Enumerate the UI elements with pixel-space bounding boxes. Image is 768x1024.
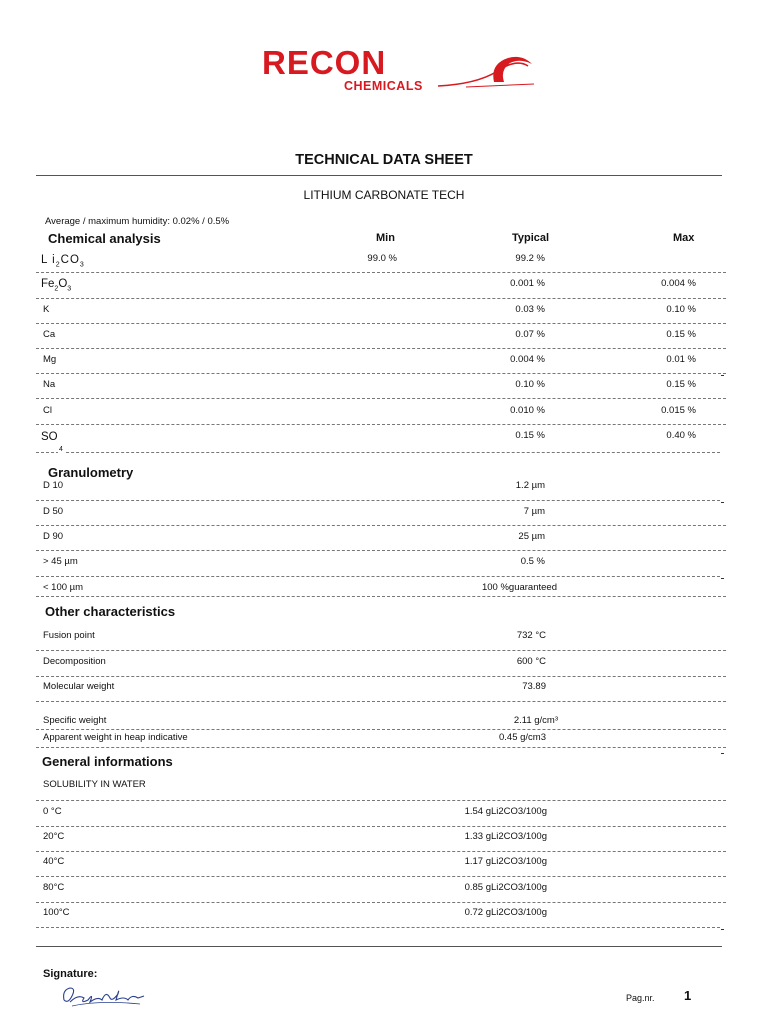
table-row — [0, 681, 768, 699]
value-typical: 0.07 % — [515, 329, 545, 340]
row-divider — [36, 525, 726, 526]
formula-li2co3: L $i_2CO_3$ — [41, 254, 85, 269]
page-label: Pag.nr. — [626, 993, 655, 1003]
granulometry-value: 1.2 µm — [515, 480, 545, 491]
row-divider — [36, 650, 726, 651]
value-max: 0.004 % — [661, 278, 696, 289]
value-max: 0.01 % — [666, 354, 696, 365]
section-general-informations: General informations — [42, 754, 173, 769]
value-typical: 0.03 % — [515, 304, 545, 315]
row-divider — [36, 348, 726, 349]
table-row — [0, 656, 768, 674]
row-divider — [36, 424, 726, 425]
granulometry-label: > 45 µm — [43, 556, 78, 567]
row-divider — [36, 398, 726, 399]
margin-tick — [721, 502, 724, 503]
table-row — [0, 480, 768, 498]
table-row — [0, 715, 768, 733]
row-divider — [36, 876, 726, 877]
solubility-label: SOLUBILITY IN WATER — [43, 779, 146, 790]
col-typical: Typical — [512, 232, 550, 244]
title-divider — [36, 175, 722, 176]
so4-subscript: 4 — [59, 446, 63, 453]
table-row — [0, 329, 768, 347]
property-value: 0.45 g/cm3 — [499, 732, 546, 743]
table-row — [0, 405, 768, 423]
row-divider — [36, 272, 726, 273]
row-divider — [36, 927, 720, 928]
brand-swoosh-icon — [436, 50, 536, 92]
element-name: Mg — [43, 354, 57, 365]
table-row — [0, 907, 768, 925]
property-value: 732 °C — [516, 630, 546, 641]
granulometry-value: 0.5 % — [520, 556, 545, 567]
temperature-label: 80°C — [43, 882, 65, 893]
signature-label: Signature: — [43, 968, 98, 980]
value-max: 0.10 % — [666, 304, 696, 315]
granulometry-label: D 90 — [43, 531, 64, 542]
brand-logo-subtext: CHEMICALS — [344, 79, 423, 93]
table-row — [0, 379, 768, 397]
row-divider — [36, 452, 720, 453]
property-label: Decomposition — [43, 656, 106, 667]
table-row — [0, 304, 768, 322]
value-max: 0.15 % — [666, 379, 696, 390]
humidity-note: Average / maximum humidity: 0.02% / 0.5% — [45, 216, 230, 227]
row-divider — [36, 701, 726, 702]
table-row — [0, 531, 768, 549]
margin-tick — [721, 753, 724, 754]
table-row — [0, 354, 768, 372]
margin-tick — [721, 375, 724, 376]
element-name: SO — [41, 431, 58, 443]
row-divider — [36, 902, 726, 903]
granulometry-value: 7 µm — [523, 506, 545, 517]
table-row — [0, 582, 768, 600]
page-title: TECHNICAL DATA SHEET — [295, 152, 473, 168]
footer-divider — [36, 946, 722, 947]
element-name: Na — [43, 379, 56, 390]
property-label: Apparent weight in heap indicative — [43, 732, 188, 743]
col-max: Max — [673, 232, 695, 244]
product-name: LITHIUM CARBONATE TECH — [303, 188, 465, 202]
value-typical: 0.15 % — [515, 430, 545, 441]
element-name: Cl — [43, 405, 52, 416]
row-divider — [36, 323, 726, 324]
solubility-value: 1.54 gLi2CO3/100g — [464, 806, 547, 817]
property-label: Specific weight — [43, 715, 107, 726]
row-divider — [36, 826, 726, 827]
brand-logo-text: RECON — [262, 44, 387, 81]
table-row — [0, 506, 768, 524]
temperature-label: 20°C — [43, 831, 65, 842]
signature-image — [60, 980, 150, 1010]
value-typical: 0.10 % — [515, 379, 545, 390]
table-row — [0, 831, 768, 849]
value-typical: 99.2 % — [515, 253, 545, 264]
row-divider — [36, 500, 720, 501]
table-row — [0, 430, 768, 448]
table-row — [0, 856, 768, 874]
element-name: Ca — [43, 329, 56, 340]
property-value: 73.89 — [522, 681, 546, 692]
formula-fe2o3: $Fe_2O_3$ — [41, 278, 72, 293]
section-other-characteristics: Other characteristics — [45, 604, 176, 619]
table-row — [0, 806, 768, 824]
row-divider — [36, 550, 726, 551]
margin-tick — [721, 578, 724, 579]
row-divider — [36, 800, 726, 801]
solubility-value: 1.33 gLi2CO3/100g — [464, 831, 547, 842]
element-name: K — [43, 304, 50, 315]
property-value: 600 °C — [516, 656, 546, 667]
granulometry-label: < 100 µm — [43, 582, 84, 593]
value-min: 99.0 % — [367, 253, 397, 264]
section-chemical-analysis: Chemical analysis — [48, 231, 161, 246]
solubility-value: 1.17 gLi2CO3/100g — [464, 856, 547, 867]
value-typical: 0.010 % — [510, 405, 545, 416]
table-row — [0, 253, 768, 271]
row-divider — [36, 298, 726, 299]
temperature-label: 100°C — [43, 907, 70, 918]
granulometry-value: 25 µm — [518, 531, 545, 542]
property-label: Molecular weight — [43, 681, 115, 692]
page-number: 1 — [684, 988, 692, 1003]
row-divider — [36, 373, 726, 374]
row-divider — [36, 676, 726, 677]
section-granulometry: Granulometry — [48, 465, 134, 480]
value-max: 0.15 % — [666, 329, 696, 340]
row-divider — [36, 729, 726, 730]
row-divider — [36, 747, 726, 748]
granulometry-label: D 50 — [43, 506, 64, 517]
value-max: 0.40 % — [666, 430, 696, 441]
margin-tick — [721, 929, 724, 930]
property-label: Fusion point — [43, 630, 95, 641]
property-value: 2.11 g/cm³ — [513, 715, 558, 726]
temperature-label: 0 °C — [43, 806, 62, 817]
table-row — [0, 630, 768, 648]
solubility-value: 0.85 gLi2CO3/100g — [464, 882, 547, 893]
table-row — [0, 278, 768, 296]
solubility-value: 0.72 gLi2CO3/100g — [464, 907, 547, 918]
granulometry-value: 100 %guaranteed — [481, 582, 557, 593]
value-typical: 0.004 % — [510, 354, 545, 365]
col-min: Min — [376, 232, 395, 244]
row-divider — [36, 851, 726, 852]
value-typical: 0.001 % — [510, 278, 545, 289]
temperature-label: 40°C — [43, 856, 65, 867]
table-row — [0, 556, 768, 574]
granulometry-label: D 10 — [43, 480, 64, 491]
row-divider — [36, 576, 720, 577]
value-max: 0.015 % — [661, 405, 696, 416]
table-row — [0, 882, 768, 900]
row-divider — [36, 596, 726, 597]
